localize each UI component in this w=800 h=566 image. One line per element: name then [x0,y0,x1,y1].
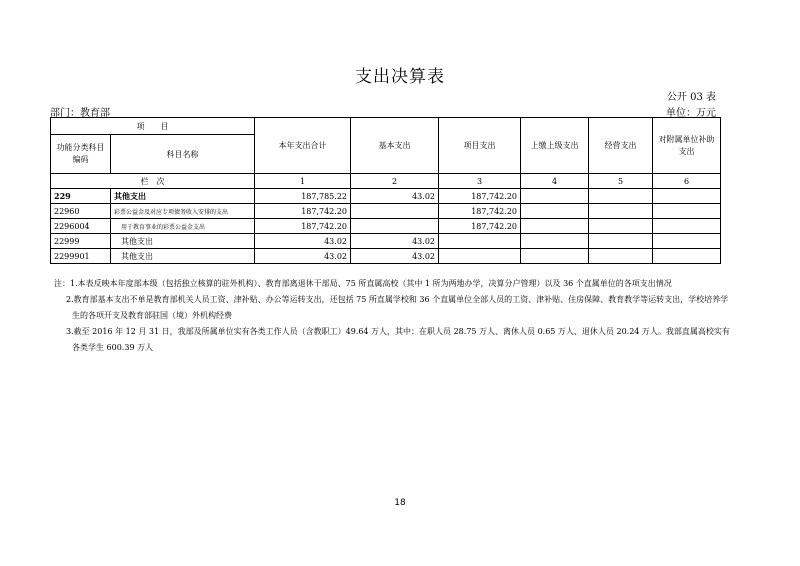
row-code: 22960 [51,204,111,219]
note-3: 3.截至 2016 年 12 月 31 日，我部及所属单位实有各类工作人员（含教职工）49.64 万人，其中：在职人员 28.75 万人、离休人员 0.65 万人、退休人员 20.24 万人。我部直属高校实有各类学生 600.39 万人 [66,327,730,352]
col-number: 4 [521,174,589,189]
row-code: 2296004 [51,219,111,234]
row-name: 用于教育事业的彩票公益金支出 [111,219,255,234]
row-basic [351,204,439,219]
form-number: 公开 03 表 [666,92,716,103]
row-total: 43.02 [255,249,351,264]
header-total: 本年支出合计 [255,118,351,174]
row-code: 229 [51,189,111,204]
row-subsidy [653,234,721,249]
expenditure-table [50,117,721,264]
row-business [589,204,653,219]
header-subsidy: 对附属单位补助支出 [653,118,721,174]
row-subsidy [653,219,721,234]
row-code: 2299901 [51,249,111,264]
row-total: 187,742.20 [255,204,351,219]
row-project [439,249,521,264]
col-number: 5 [589,174,653,189]
row-basic: 43.02 [351,189,439,204]
header-business: 经营支出 [589,118,653,174]
row-name: 其他支出 [111,249,255,264]
row-project [439,234,521,249]
unit-label: 单位：万元 [666,108,716,119]
row-basic: 43.02 [351,249,439,264]
table-row [51,204,721,219]
row-subsidy [653,189,721,204]
table-row [51,189,721,204]
row-project: 187,742.20 [439,204,521,219]
col-number: 3 [439,174,521,189]
row-upper [521,234,589,249]
row-upper [521,219,589,234]
row-upper [521,204,589,219]
table-row [51,234,721,249]
col-number: 2 [351,174,439,189]
row-basic: 43.02 [351,234,439,249]
column-number-row [51,174,721,189]
col-number: 6 [653,174,721,189]
row-name: 其他支出 [111,234,255,249]
row-business [589,234,653,249]
row-business [589,219,653,234]
department-label: 部门：教育部 [50,108,110,119]
row-total: 187,742.20 [255,219,351,234]
table-row [51,219,721,234]
row-label: 栏 次 [51,174,255,189]
page-title: 支出决算表 [355,67,445,87]
notes-section [54,276,734,356]
row-business [589,189,653,204]
header-subject-name: 科目名称 [111,135,255,174]
note-2: 2.教育部基本支出不单是教育部机关人员工资、津补贴、办公等运转支出，还包括 75 所直属学校和 36 个直属单位全部人员的工资、津补贴、住房保障、教育教学等运转支出，学校培养学生的各项开支及教育部驻国（境）外机构经费 [66,295,729,320]
row-business [589,249,653,264]
header-project: 项目支出 [439,118,521,174]
page-number: 18 [394,498,406,508]
row-upper [521,249,589,264]
row-upper [521,189,589,204]
row-name: 彩票公益金及对应专项债务收入安排的支出 [111,204,255,219]
row-subsidy [653,204,721,219]
header-basic: 基本支出 [351,118,439,174]
header-func-code: 功能分类科目编码 [51,135,111,174]
row-total: 187,785.22 [255,189,351,204]
note-1: 注：1.本表反映本年度部本级（包括独立核算的驻外机构）、教育部离退休干部局、75 所直属高校（其中 1 所为两地办学，决算分户管理）以及 36 个直属单位的各项支出情况 [54,279,672,288]
row-basic [351,219,439,234]
row-name: 其他支出 [111,189,255,204]
row-code: 22999 [51,234,111,249]
col-number: 1 [255,174,351,189]
row-project: 187,742.20 [439,189,521,204]
row-subsidy [653,249,721,264]
header-row-1 [51,118,721,135]
table-row [51,249,721,264]
header-upper: 上缴上级支出 [521,118,589,174]
header-item: 项 目 [51,118,255,135]
row-total: 43.02 [255,234,351,249]
row-project: 187,742.20 [439,219,521,234]
